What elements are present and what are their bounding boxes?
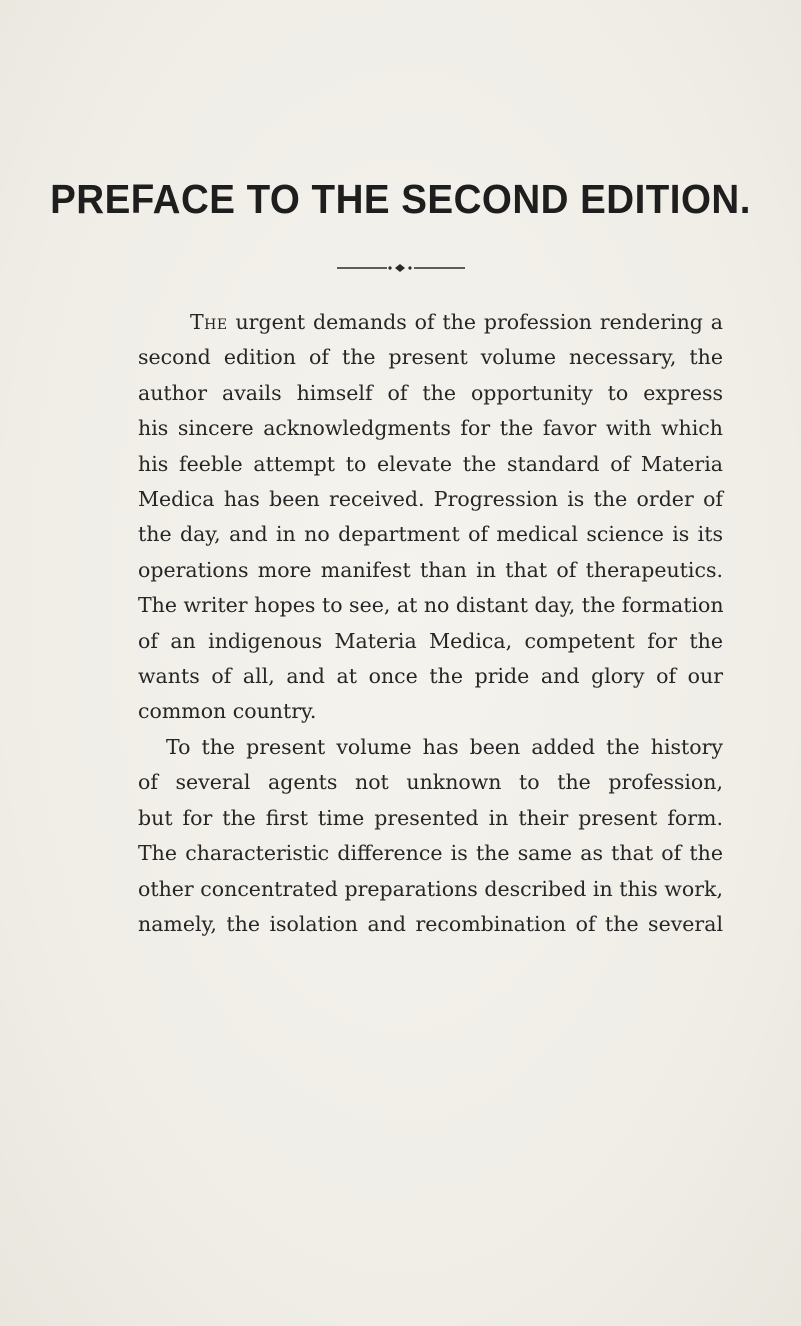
text-line: but for the first time presented in their present form.	[138, 805, 723, 830]
paragraph-2	[138, 730, 723, 942]
text-line: common country.	[138, 699, 317, 724]
rule-diamond-ornament-icon	[337, 263, 465, 273]
text-line: his sincere acknowledgments for the favor with which	[138, 416, 723, 441]
text-line: of several agents not unknown to the profession,	[138, 770, 723, 795]
text-line: author avails himself of the opportunity to express	[138, 380, 723, 405]
text-line: namely, the isolation and recombination of the several	[138, 911, 723, 936]
text-line: other concentrated preparations described in this work,	[138, 876, 723, 901]
lead-word: The	[190, 310, 228, 334]
text-line: The characteristic difference is the same as that of the	[138, 841, 723, 866]
text-line: Medica has been received. Progression is the order of	[138, 487, 723, 512]
preface-body	[138, 305, 723, 942]
text-line: wants of all, and at once the pride and glory of our	[138, 664, 723, 689]
paragraph-1	[138, 305, 723, 730]
text-line: the day, and in no department of medical science is its	[138, 522, 723, 547]
text-line: his feeble attempt to elevate the standard of Materia	[138, 451, 723, 476]
text-line: The urgent demands of the profession rendering a	[190, 310, 723, 334]
text-line: To the present volume has been added the history	[166, 734, 723, 759]
page-title: PREFACE TO THE SECOND EDITION.	[50, 176, 751, 222]
text-line: The writer hopes to see, at no distant day, the formation	[138, 593, 724, 618]
text-line: of an indigenous Materia Medica, competent for the	[138, 628, 723, 653]
text-line: operations more manifest than in that of therapeutics.	[138, 557, 723, 582]
text-line: second edition of the present volume necessary, the	[138, 345, 723, 370]
